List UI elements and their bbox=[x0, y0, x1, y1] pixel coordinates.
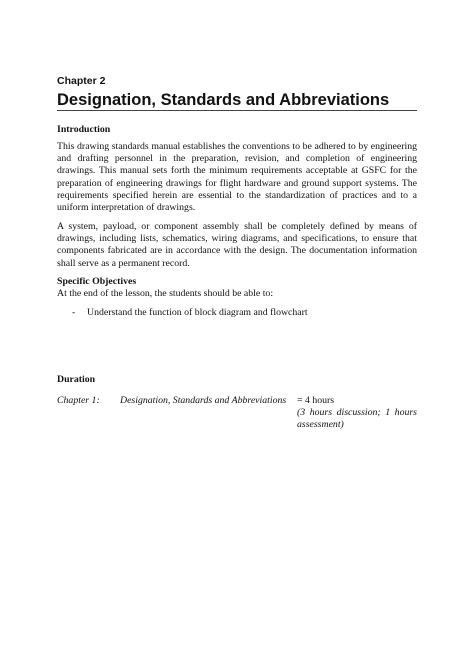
duration-hours: = 4 hours bbox=[297, 395, 335, 406]
duration-topic: Designation, Standards and Abbreviations bbox=[120, 395, 287, 406]
chapter-label: Chapter 2 bbox=[57, 75, 106, 87]
title-divider bbox=[57, 110, 417, 111]
document-page bbox=[57, 0, 417, 670]
list-item: Understand the function of block diagram and flowchart bbox=[87, 307, 308, 318]
list-item-marker: - bbox=[72, 307, 76, 318]
objectives-heading: Specific Objectives bbox=[57, 276, 137, 287]
chapter-title: Designation, Standards and Abbreviations bbox=[57, 91, 390, 109]
duration-heading: Duration bbox=[57, 374, 96, 385]
duration-breakdown: (3 hours discussion; 1 hours assessment) bbox=[297, 407, 417, 431]
objectives-lead: At the end of the lesson, the students should be able to: bbox=[57, 288, 274, 299]
duration-chapter: Chapter 1: bbox=[57, 395, 100, 406]
introduction-paragraph-1: This drawing standards manual establishes the conventions to be adhered to by engineering and drafting personnel in the preparation, revision, and completion of engineering drawings. This manual sets forth the minimum requirements acceptable at GSFC for the preparation of engineering drawings for flight hardware and ground support systems. The requirements specified herein are essential to the standardization of practices and to a uniform interpretation of drawings. bbox=[57, 141, 417, 214]
introduction-heading: Introduction bbox=[57, 124, 111, 135]
introduction-paragraph-2: A system, payload, or component assembly shall be completely defined by means of drawings, including lists, schematics, wiring diagrams, and specifications, to ensure that components fabricated are in accordance with the design. The documentation information shall serve as a permanent record. bbox=[57, 221, 417, 269]
